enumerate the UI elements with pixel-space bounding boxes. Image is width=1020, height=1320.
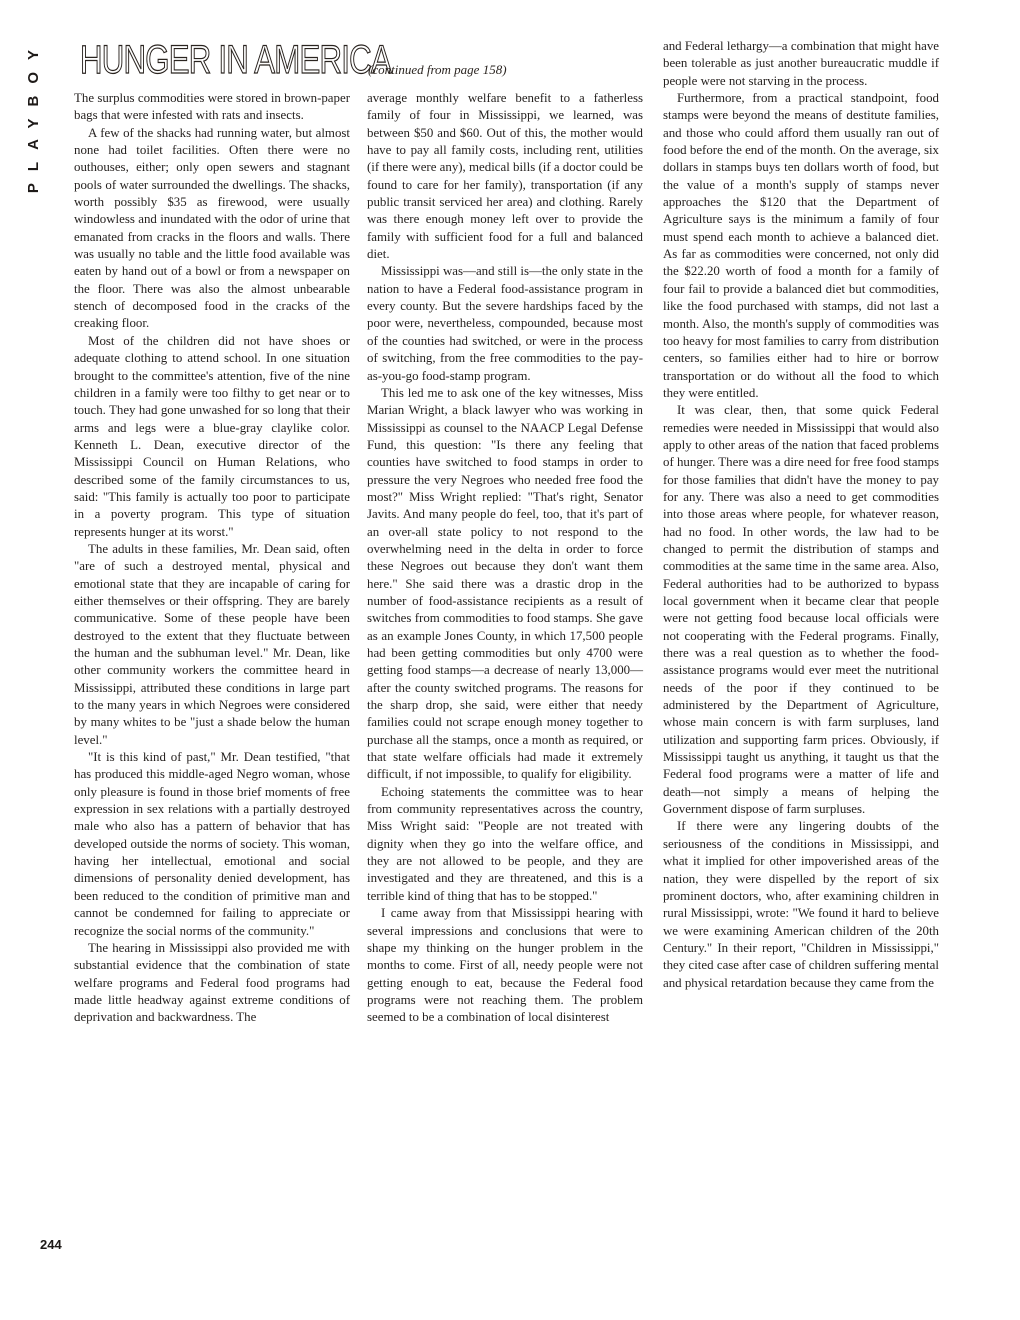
paragraph: and Federal lethargy—a combination that might have been tolerable as just another bureaucratic muddle if people were not starving in the process. [663,39,939,88]
paragraph: If there were any lingering doubts of the seriousness of the conditions in Mississippi, and what it implied for other impoverished areas of the nation, they were dispelled by the report of six prominent doctors, who, after examining children in rural Mississippi, wrote: "We found it hard to believe we were examining American children of the 20th Century." In their report, "Children in Mississippi," they cited case after case of children suffering mental and physical retardation because they came from the [663,819,939,990]
magazine-name-vertical [22,37,46,193]
text-column-3 [663,38,939,992]
paragraph: This led me to ask one of the key witnesses, Miss Marian Wright, a black lawyer who was working in Mississippi as counsel to the NAACP Legal Defense Fund, this question: "Is there any feeling that counties have switched to food stamps in order to pressure the very Negroes who needed free food the most?" Miss Wright replied: "That's right, Senator Javits. And many people do feel, too, that it's part of an over-all state policy to not respond to the overwhelming need in the delta in order to force these Negroes out because they don't want them here." She said there was a drastic drop in the number of food-assistance recipients as a result of switches from commodities to food stamps. She gave as an example Jones County, in which 17,500 people had been getting commodities but only 4700 were getting food stamps—a decrease of nearly 13,000—after the county switched programs. The reasons for the sharp drop, she said, were either that needy families could not scrape enough money together to purchase all the stamps, once a month as required, or that state welfare officials had made it extremely difficult, if not impossible, to qualify for eligibility. [367,385,643,782]
magazine-name-text: PLAYBOY [25,37,43,193]
paragraph: Furthermore, from a practical standpoint, food stamps were beyond the means of destitute families, and those who could afford them usually ran out of food before the end of the month. On the average, six dollars in stamps buys ten dollars worth of food, but the value of a month's supply of stamps never approaches the $120 that the Department of Agriculture says is the minimum a family of four must spend each month to achieve a balanced diet. As far as commodities were concerned, not only did the $22.20 worth of food a month for a family of four fail to provide a balanced diet but commodities, like the food purchased with stamps, did not last a month. Also, the month's supply of commodities was too heavy for most families to carry from distribution centers, so families either had to hire or borrow transportation or do without all the food to which they were entitled. [663,91,939,400]
paragraph: The adults in these families, Mr. Dean said, often "are of such a destroyed mental, physical and emotional state that they are incapable of caring for either themselves or their offspring. They are barely communicative. Some of these people have been destroyed to the extent that they fluctuate between the human and the subhuman level." Mr. Dean, like other community workers the committee heard in Mississippi, attributed these conditions in large part to the many years in which Negroes were considered by many whites to be "just a shade below the human level." [74,541,350,747]
paragraph: It was clear, then, that some quick Federal remedies were needed in Mississippi that would also apply to other areas of the nation that faced problems of hunger. There was a dire need for free food stamps for those families that didn't have the money to pay for any. There was also a need to get commodities into those areas where people, for whatever reason, had no food. In other words, the law had to be changed to permit the distribution of stamps and commodities at the same time in the same area. Also, Federal authorities had to be authorized to bypass local government when it became clear that people were not getting food because local officials were not cooperating with the Federal programs. Finally, there was a real question as to whether the food-assistance programs would ever meet the nutritional needs of the poor if they continued to be administered by the Department of Agriculture, whose main concern is with farm surpluses, land utilization and supporting farm prices. Obviously, if Mississippi taught us anything, it taught us that the Federal food programs were a matter of life and death—not simply a means of helping the Government dispose of farm surpluses. [663,403,939,817]
continued-note: (continued from page 158) [368,62,507,77]
paragraph: Mississippi was—and still is—the only state in the nation to have a Federal food-assistance program in every county. But the severe hardships faced by the poor were, nevertheless, compounded, because most of the counties had switched, or were in the process of switching, from the free commodities to the pay-as-you-go food-stamp program. [367,264,643,383]
paragraph: The hearing in Mississippi also provided me with substantial evidence that the combination of state welfare programs and Federal food programs had made little headway against extreme conditions of deprivation and backwardness. The [74,940,350,1025]
paragraph: average monthly welfare benefit to a fatherless family of four in Mississippi, we learned, was between $50 and $60. Out of this, the mother would have to pay all family costs, including rent, utilities (if there were any), medical bills (if a doctor could be found to care for her family), transportation (if any public transit serviced her area) and clothing. Rarely was there enough money left over to provide the family with sufficient food for a full and balanced diet. [367,91,643,262]
text-column-2 [367,90,643,1027]
text-column-1 [74,90,350,1027]
paragraph: The surplus commodities were stored in brown-paper bags that were infested with rats and insects. [74,91,350,123]
paragraph: "It is this kind of past," Mr. Dean testified, "that has produced this middle-aged Negro woman, whose only pleasure is found in those brief moments of free expression in sex relations with a partially destroyed male who also has a pattern of behavior that has developed outside the norms of society. This woman, having her intellectual, emotional and social dimensions of personality denied development, has been reduced to the condition of primitive man and cannot be condemned for failing to appreciate or recognize the social norms of the community." [74,750,350,938]
paragraph: I came away from that Mississippi hearing with several impressions and conclusions that were to shape my thinking on the hunger problem in the months to come. First of all, needy people were not getting enough to eat, because the Federal food programs were not reaching them. The problem seemed to be a combination of local disinterest [367,906,643,1025]
article-headline: HUNGER IN AMERICA [80,38,391,82]
paragraph: Most of the children did not have shoes or adequate clothing to attend school. In one situation brought to the committee's attention, five of the nine children in a family were too filthy to get near or to touch. They had gone unwashed for so long that their arms and legs were a blue-gray claylike color. Kenneth L. Dean, executive director of the Mississippi Council on Human Relations, who described some of the family circumstances to us, said: "This family is actually too poor to participate in a poverty program. This type of situation represents hunger at its worst." [74,333,350,539]
paragraph: Echoing statements the committee was to hear from community representatives across the country, Miss Wright said: "People are not treated with dignity when they go into the welfare office, and they are not allowed to be people, and they are investigated and they are threatened, and this is a terrible kind of thing that has to be stopped." [367,784,643,903]
page-number: 244 [40,1237,62,1252]
paragraph: A few of the shacks had running water, but almost none had toilet facilities. Often there were no outhouses, either; only open sewers and stagnant pools of water surrounded the dwellings. The shacks, worth possibly $35 as firewood, were usually windowless and inundated with the odor of urine that emanated from cracks in the floors and walls. There was usually no table and the little food available was eaten by hand out of a bowl or from a newspaper on the floor. There was also the almost unbearable stench of decomposed food in the cracks of the creaking floor. [74,125,350,331]
